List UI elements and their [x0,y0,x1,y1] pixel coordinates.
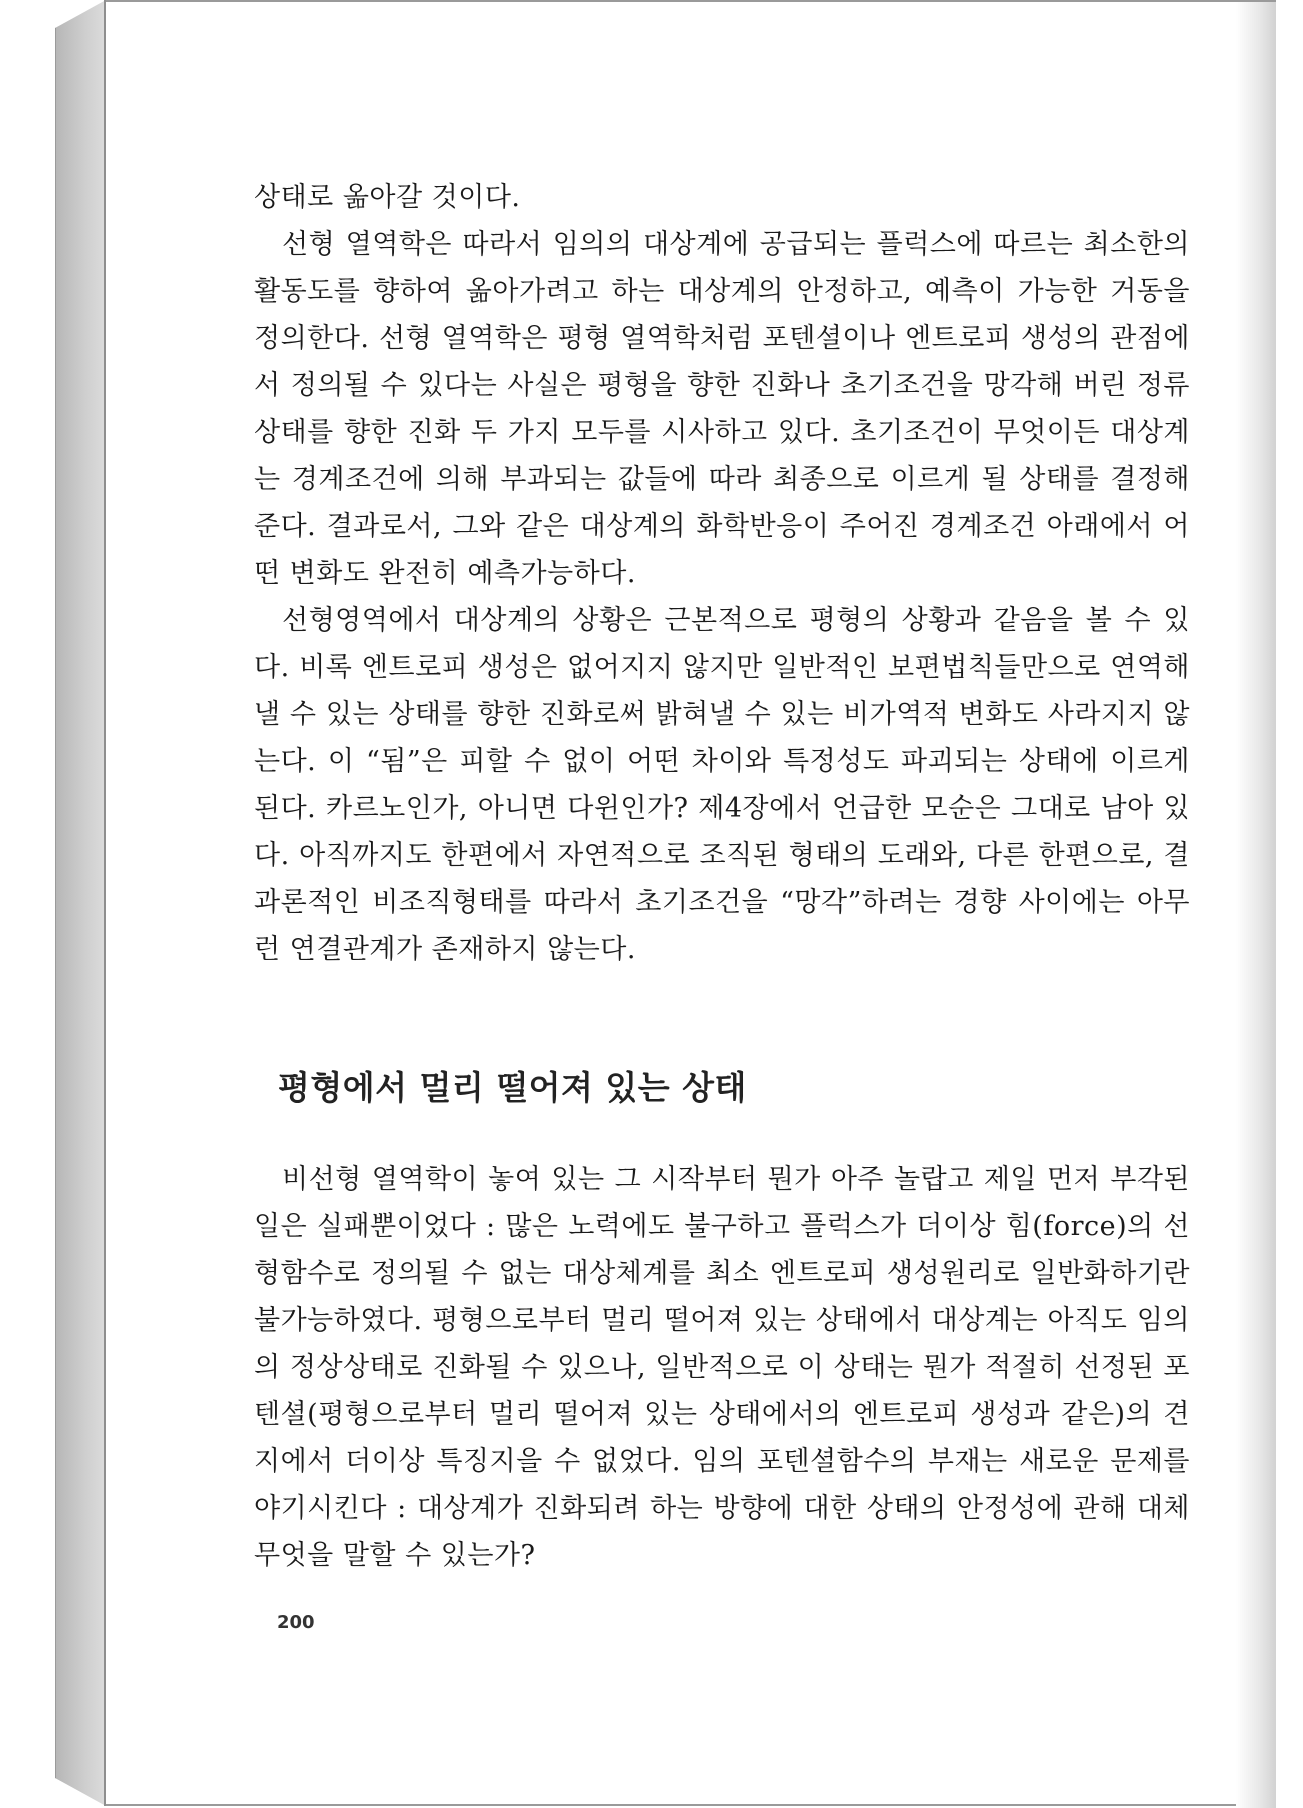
page-edge-shadow [1236,2,1276,1808]
paragraph: 상태로 옮아갈 것이다. [254,182,521,213]
paragraph: 선형영역에서 대상계의 상황은 근본적으로 평형의 상황과 같음을 볼 수 있다. 비록 엔트로피 생성은 없어지지 않지만 일반적인 보편법칙들만으로 연역해낼 수 있는 상태를 향한 진화로써 밝혀낼 수 있는 비가역적 변화도 사라지지 않는다. 이 “됨”은 피할 수 없이 어떤 차이와 특정성도 파괴되는 상태에 이르게 된다. 카르노인가, 아니면 다윈인가? 제4장에서 언급한 모순은 그대로 남아 있다. 아직까지도 한편에서 자연적으로 조직된 형태의 도래와, 다른 한편으로, 결과론적인 비조직형태를 따라서 초기조건을 “망각”하려는 경향 사이에는 아무런 연결관계가 존재하지 않는다. [254,605,1190,965]
paragraph: 선형 열역학은 따라서 임의의 대상계에 공급되는 플럭스에 따르는 최소한의 활동도를 향하여 옮아가려고 하는 대상계의 안정하고, 예측이 가능한 거동을 정의한다. 선형 열역학은 평형 열역학처럼 포텐셜이나 엔트로피 생성의 관점에서 정의될 수 있다는 사실은 평형을 향한 진화나 초기조건을 망각해 버린 정류상태를 향한 진화 두 가지 모두를 시사하고 있다. 초기조건이 무엇이든 대상계는 경계조건에 의해 부과되는 값들에 따라 최종으로 이르게 될 상태를 결정해 준다. 결과로서, 그와 같은 대상계의 화학반응이 주어진 경계조건 아래에서 어떤 변화도 완전히 예측가능하다. [254,229,1190,589]
section-heading: 평형에서 멀리 떨어져 있는 상태 [278,1068,747,1107]
body-text-top [254,174,1190,973]
paragraph: 비선형 열역학이 놓여 있는 그 시작부터 뭔가 아주 놀랍고 제일 먼저 부각된 일은 실패뿐이었다 : 많은 노력에도 불구하고 플럭스가 더이상 힘(force)의 선형함수로 정의될 수 없는 대상체계를 최소 엔트로피 생성원리로 일반화하기란 불가능하였다. 평형으로부터 멀리 떨어져 있는 상태에서 대상계는 아직도 임의의 정상상태로 진화될 수 있으나, 일반적으로 이 상태는 뭔가 적절히 선정된 포텐셜(평형으로부터 멀리 떨어져 있는 상태에서의 엔트로피 생성과 같은)의 견지에서 더이상 특징지을 수 없었다. 임의 포텐셜함수의 부재는 새로운 문제를 야기시킨다 : 대상계가 진화되려 하는 방향에 대한 상태의 안정성에 관해 대체 무엇을 말할 수 있는가? [254,1164,1190,1571]
page-number: 200 [277,1612,315,1633]
body-text-bottom [254,1156,1190,1579]
book-spine-edge [55,0,106,1806]
